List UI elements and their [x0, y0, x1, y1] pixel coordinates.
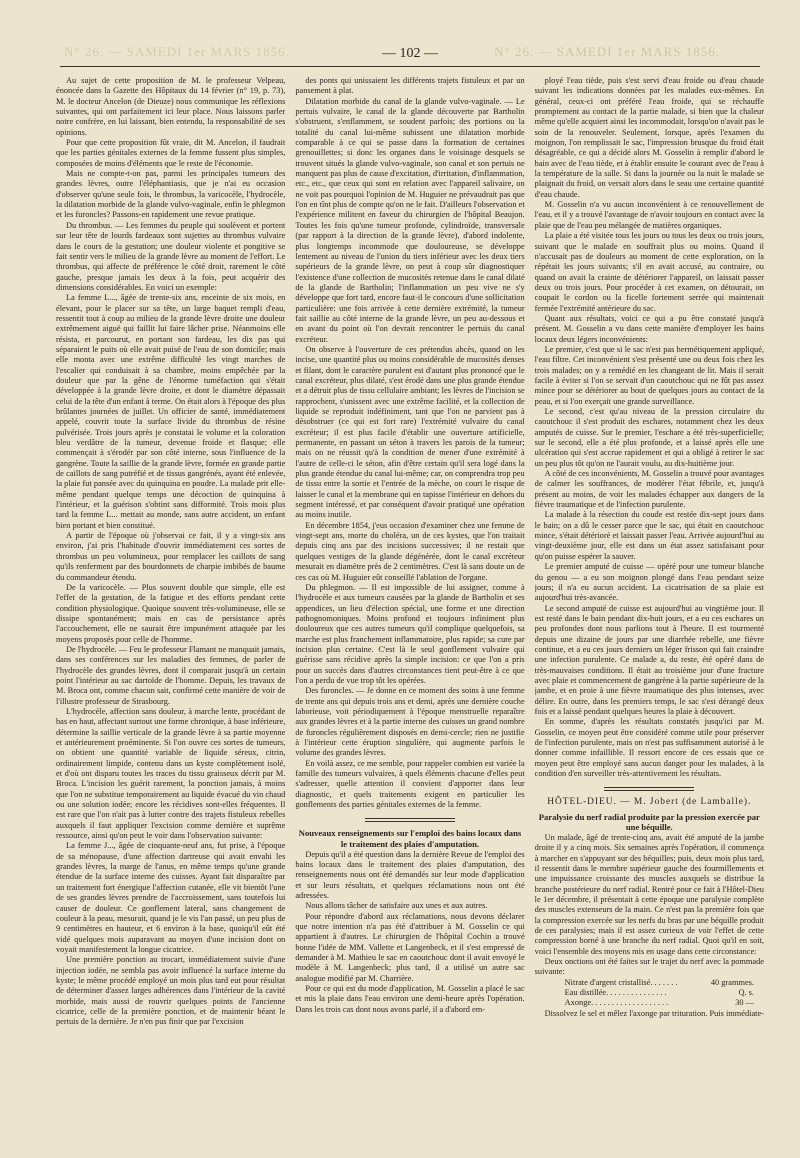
paragraph: Pour que cette proposition fût vraie, dit M. Ancelon, il faudrait que les parties génitales externes de la femme fussent plus simples, composées de moins d'éléments que le reste de l'économie. [56, 138, 286, 168]
paragraph: Du thrombus. — Les femmes du peuple qui soulèvent et portent sur leur tête de lourds fardeaux sont sujettes au thrombus vulvaire dans le cours de la gestation; une douleur violente et pongitive se fait sentir vers le milieu de la grande lèvre au moment de l'effort. Le thrombus, qui affecte de préférence le côté droit, rarement le côté gauche, presque jamais les deux à la fois, peut acquérir des dimensions considérables. En voici un exemple: [56, 220, 286, 292]
columns [56, 76, 764, 1144]
recipe-row [535, 988, 764, 998]
column-2 [295, 76, 524, 1144]
paragraph: A partir de l'époque où j'observai ce fait, il y a vingt-six ans environ, j'ai pris l'habitude d'ouvrir immédiatement ces sortes de thrombus un peu volumineux, pour remplacer les caillots de sang qu'ils renferment par des bourdonnets de charpie imbibés de baume du commandeur étendu. [56, 531, 286, 582]
paragraph: Pour répondre d'abord aux réclamations, nous devons déclarer que notre intention n'a pas été d'attribuer à M. Gosselin ce qui appartient à d'autres. Le chirurgien de l'hôpital Cochin a trouvé bonne l'idée de MM. Vallette et Langenbeck, et il s'est empressé de demander à M. Mathieu le sac en caoutchouc dont il avait envoyé le modèle à M. Langenbeck; plus tard, il a utilisé un autre sac analogue modifié par M. Charrière. [295, 911, 525, 983]
column-3-article [535, 76, 764, 779]
closing-paragraph: Dissolvez le sel et mêlez l'axonge par trituration. Puis immédiate- [544, 1008, 764, 1018]
paragraph: De l'hydrocèle. — Feu le professeur Flamant ne manquait jamais, dans ses conférences sur les maladies des femmes, de parler de l'hydrocèle des grandes lèvres, dont il comparait jusqu'à un certain point l'intérieur au sac dartoïde de l'homme. Depuis, les travaux de M. Broca ont, comme chacun sait, confirmé cette manière de voir de l'illustre professeur de Strasbourg. [56, 644, 286, 706]
paragraph: ployé l'eau tiède, puis s'est servi d'eau froide ou d'eau chaude suivant les indications données par les malades eux-mêmes. En général, ceux-ci ont préféré l'eau froide, qui se réchauffe promptement au contact de la partie malade, si bien que la chaleur même qu'elle acquiert ainsi les incommodait, lorsqu'on n'avait pas le soin de la renouveler. Seulement, lorsque, après l'examen du moignon, l'on remplissait le sac, l'impression brusque du froid était désagréable, ce qui a décidé alors M. Gosselin à remplir d'abord le bain avec de l'eau tiède, et à établir ensuite le courant avec de l'eau à la température de la salle. Si dans la journée ou la nuit le malade se plaignait du froid, on versait alors dans le seau une certaine quantité d'eau chaude. [534, 76, 764, 199]
column-2-article [295, 76, 524, 810]
recipe-quantity: Q. s. [738, 988, 754, 998]
recipe-row [535, 978, 764, 988]
column-2-section-body [295, 850, 524, 1016]
recipe-ingredient: Eau distillée. . . . . . . . . . . . . . . [564, 988, 667, 998]
paragraph: Des furoncles. — Je donne en ce moment des soins à une femme de trente ans qui depuis trois ans et demi, après une dernière couche laborieuse, voit périodiquement à l'époque menstruelle reparaître aux grandes lèvres et à la partie interne des cuisses un grand nombre de furoncles régulièrement disposés en demi-cercle; rien ne justifie à l'intérieur cette éruption singulière, qui augmente parfois le volume des grandes lèvres. [295, 686, 525, 758]
paragraph: En voilà assez, ce me semble, pour rappeler combien est variée la famille des tumeurs vulvaires, à quels éléments chacune d'elles peut s'adresser, quelle attention il convient d'apporter dans leur diagnostic, et quels traitements exigent en particulier les gonflements des parties génitales externes de la femme. [295, 758, 525, 810]
paragraph: Le second, c'est qu'au niveau de la pression circulaire du caoutchouc il s'est produit des eschares, notamment chez les deux amputés de cuisse. Sur le premier, l'eschare a été très-superficielle; sur le second, elle a été plus profonde, et a laissé après elle une ulcération qui s'est accrue rapidement et qui a obligé à retirer le sac un peu plus tôt qu'on ne l'aurait voulu, au dix-huitième jour. [534, 407, 764, 468]
paragraph: Un malade, âgé de trente-cinq ans, avait été amputé de la jambe droite il y a cinq mois. Six semaines après l'opération, il commença à marcher en s'appuyant sur des béquilles; puis, deux mois plus tard, il ressentit dans le membre supérieur gauche des fourmillements et une impuissance croissante des muscles auxquels se distribue la branche postérieure du nerf radial. Rentré pour ce fait à l'Hôtel-Dieu le 1er décembre, il présentait à cette époque une paralysie complète des muscles extenseurs de la main. Ce n'est pas la première fois que la compression exercée sur les nerfs du bras par une béquille produit de ces paralysies; mais il est assez curieux de voir l'effet de cette compression borné à une branche du nerf radial. Quoi qu'il en soit, voici l'ensemble des moyens mis en usage dans cette circonstance: [534, 832, 764, 956]
paragraph: Du phlegmon. — Il est impossible de lui assigner, comme à l'hydrocèle et aux tumeurs causées par la glande de Bartholin et ses appendices, un lieu d'élection spécial, une forme et une direction pathognomoniques. Moins profond et toujours infiniment plus douloureux que ces autres tumeurs qu'il complique quelquefois, sa marche est plus franchement inflammatoire, plus rapide; sa cure par incision plus certaine. C'est là le seul gonflement vulvaire qui guérisse sans récidive après la simple incision: ce que l'on a pris pour un succès dans d'autres circonstances tient peut-être à ce que l'on a perdu de vue trop tôt les opérées. [295, 582, 525, 685]
paragraph: Une première ponction au trocart, immédiatement suivie d'une injection iodée, ne sembla pas avoir influencé la surface interne du kyste; le même procédé employé un mois plus tard eut pour résultat de déterminer d'assez larges adhérences dans l'intérieur de la cavité morbide, mais aussi de rouvrir quelques points de l'ancienne cicatrice, celle de la première ponction, et de maintenir béant le pertuis de la dernière. Je n'en pus finir que par l'excision [56, 955, 286, 1027]
paragraph: La malade à la résection du coude est restée dix-sept jours dans le bain; on a dû le cesser parce que le sac, qui était en caoutchouc mince, s'était détérioré et laissait passer l'eau. Arrivée aujourd'hui au vingt-deuxième jour, elle est dans un état assez satisfaisant pour qu'on puisse espérer la sauver. [534, 510, 764, 561]
paragraph: Nous allons tâcher de satisfaire aux unes et aux autres. [305, 901, 488, 911]
paragraph: M. Gosselin n'a vu aucun inconvénient à ce renouvellement de l'eau, et il y a trouvé l'avantage de n'avoir toujours en contact avec la plaie que de l'eau peu mélangée de matières organiques. [534, 200, 764, 230]
paragraph: Quant aux résultats, voici ce qui a pu être constaté jusqu'à présent. M. Gosselin a vu dans cette manière d'employer les bains locaux deux légers inconvénients: [534, 313, 764, 344]
recipe-list [535, 978, 764, 1009]
recipe-quantity: 40 grammes. [710, 977, 754, 987]
case-subtitle: Paralysie du nerf radial produite par la pression exercée par une béquille. [538, 811, 760, 833]
recipe-ingredient: Nitrate d'argent cristallisé. . . . . . . [564, 977, 678, 987]
paragraph: Le second amputé de cuisse est aujourd'hui au vingtième jour. Il est resté dans le bain pendant dix-huit jours, et a eu ces eschares un peu profondes dont nous parlions tout à l'heure. Il est tourmenté depuis une dizaine de jours par une diarrhée rebelle, une fièvre continue, et a eu ces jours derniers un léger frisson qui fait craindre une infection purulente. Ce malade a, du reste, été opéré dans de très-mauvaises conditions. Il était au troisième jour d'une fracture avec plaie et commencement de gangrène à la partie supérieure de la jambe, et en proie à une fièvre traumatique des plus intenses, avec délire. En outre, dans les premiers temps, le sac s'est dérangé deux fois et a laissé pendant quelques heures la plaie à découvert. [534, 603, 764, 716]
hospital-heading: HÔTEL-DIEU. — M. Jobert (de Lamballe). [547, 797, 752, 808]
paragraph: En somme, d'après les résultats constatés jusqu'ici par M. Gosselin, ce moyen peut être considéré comme utile pour préserver de l'infection purulente, mais on n'est pas suffisamment autorisé à le donner comme infaillible. Il ressort encore de ces essais que ce moyen peut être employé sans aucun danger pour les malades, à la condition d'en surveiller très-attentivement les résultats. [534, 717, 764, 779]
paragraph: La plaie a été visitée tous les jours ou tous les deux ou trois jours, suivant que le malade en souffrait plus ou moins. Quand il n'accusait pas de douleurs au moment de cette exploration, on la répétait les jours suivants; s'il en avait accusé, au contraire, ou quand on avait la crainte de détériorer l'appareil, on laissait passer deux ou trois jours. Pour procéder à cet examen, on détourait, on coupait le cordon ou la ficelle fortement serrée qui maintenait fermée l'extrémité antérieure du sac. [534, 231, 764, 313]
paragraph: Le premier amputé de cuisse — opéré pour une tumeur blanche du genou — a eu son moignon plongé dans l'eau pendant seize jours; il n'a eu aucun accident. La cicatrisation de sa plaie est aujourd'hui très-avancée. [534, 562, 764, 603]
paragraph: des ponts qui unissaient les différents trajets fistuleux et par un pansement à plat. [295, 76, 525, 96]
show-through-text-left: N° 26. — SAMEDI 1er MARS 1856. [64, 44, 290, 59]
paragraph: De la varicocèle. — Plus souvent double que simple, elle est l'effet de la gestation, de la fatigue et des efforts pendant cette condition physiologique. Quoique souvent très-volumineuse, elle se dissipe spontanément; mais en cas de persistance après l'accouchement, elle ne saurait être impunément attaquée par les moyens proposés pour celle de l'homme. [56, 582, 286, 644]
paragraph: En décembre 1854, j'eus occasion d'examiner chez une femme de vingt-sept ans, morte du choléra, un de ces kystes, que l'on traitait depuis cinq ans par des incisions successives; il ne restait que quelques vestiges de la glande dégénérée, dont le canal excréteur mesurait en diamètre près de 2 centimètres. C'est là sans doute un de ces cas où M. Huguier eût conseillé l'ablation de l'organe. [295, 520, 525, 582]
paragraph: L'hydrocèle, affection sans douleur, à marche lente, procédant de bas en haut, affectant surtout une forme chronique, à base inférieure, détermine la saillie verticale de la grande lèvre à sa partie moyenne et antérieurement proéminente. Si l'on ouvre ces sortes de tumeurs, on obtient une quantité variable de liquide séreux, citrin, ordinairement limpide, contenu dans un kyste complètement isolé, et d'où ont disparu toutes les traces du tissu graisseux décrit par M. Broca. L'incision les guérit rarement, la ponction jamais, à moins que l'on ne substitue temporairement au liquide évacué du vin chaud ou une solution iodée; encore les récidives sont-elles fréquentes. Il est rare que l'on n'ait pas à lutter contre des trajets fistuleux rebelles auxquels il faut appliquer l'excision comme dernière et suprême ressource, ainsi qu'on peut le voir dans l'observation suivante: [56, 706, 286, 841]
page-header [60, 42, 760, 67]
show-through-text-right: N° 26. — SAMEDI 1er MARS 1856. [494, 44, 720, 59]
recipe-quantity: 30 — [735, 998, 754, 1008]
section-title: Nouveaux renseignements sur l'emploi des bains locaux dans le traitement des plaies d'amputation. [298, 828, 522, 849]
paragraph: On observe à l'ouverture de ces prétendus abcès, quand on les incise, une quantité plus ou moins considérable de mucosités denses et filant, dont le caractère purulent est d'autant plus prononcé que le canal excréteur, plus dilaté, s'est érodé dans une plus grande étendue et a détruit plus de tissu cellulaire ambiant; les lèvres de l'incision se rapprochent, s'unissent avec une extrême facilité, et la collection de liquide se reproduit indéfiniment, tant que l'on ne parvient pas à désobstruer (ce qui est fort rare) l'extrémité vulvaire du canal excréteur; il est plus facile d'établir une ouverture artificielle, permanente, en passant un séton à travers les parois de la tumeur; mais on ne réussit qu'à la condition de mener d'une extrémité à l'autre de celle-ci le séton, afin d'être certain qu'il sera logé dans la plus grande étendue du canal lui-même; car, on comprendra trop peu de tissu entre la sortie et l'entrée de la mèche, on court le risque de laisser le canal et la membrane qui en tapisse l'intérieur en dehors du segment intéressé, et par conséquent d'avoir pratiqué une opération au moins inutile. [295, 344, 525, 520]
paragraph: La femme J..., âgée de cinquante-neuf ans, fut prise, à l'époque de sa ménopause, d'une affection dartreuse qui avait envahi les grandes lèvres, la marge de l'anus, en même temps qu'une grande étendue de la surface interne des cuisses. Ayant fait disparaître par un traitement fort énergique l'affection cutanée, elle vit bientôt l'une de ses grandes lèvres prendre de l'accroissement, sans toutefois lui causer de douleur. Ce gonflement lateral, sans changement de couleur à la peau, mesurait, quand je le vis l'an passé, un peu plus de 9 centimètres en hauteur, et 6 environ à la base, quoiqu'il eût été vidé quelques mois auparavant au moyen d'une incision dont on voyait manifestement la longue cicatrice. [56, 841, 286, 954]
paragraph: Depuis qu'il a été question dans la dernière Revue de l'emploi des bains locaux dans le traitement des plaies d'amputation, des renseignements nous ont été demandés sur leur mode d'application et sur leurs résultats, et quelques réclamations nous ont été adressées. [295, 849, 525, 900]
paragraph: Deux onctions ont été faites sur le trajet du nerf avec la pommade suivante: [534, 957, 764, 977]
case-body [535, 833, 764, 978]
paragraph: Dilatation morbide du canal de la glande vulvo-vaginale. — Le pertuis vulvaire, le canal de la glande découverte par Bartholin s'obstruent, s'enflamment, se soudent parfois; des portions ou la totalité du canal lui-même subissent une dilatation morbide comparable à ce qui se passe dans la formation de certaines grenouillettes; si donc les organes dans le voisinage desquels se trouvent situés la glande vulvo-vaginale, son canal et son pertuis ne manquent pas plus de cause d'excitation, d'irritation, d'inflammation, etc., etc., que ceux qui sont en relation avec l'appareil salivaire, on ne voit pas pourquoi l'opinion de M. Huguier ne prévaudrait pas que l'on en tînt plus de compte qu'on ne le fait. D'ailleurs l'observation et l'expérience militent en faveur du chirurgien de l'hôpital Beaujon. Toutes les fois qu'une tumeur profonde, cylindroïde, transversale (par rapport à la direction de la grande lèvre), d'abord indolente, plus longtemps incommode que douloureuse, se développe lentement au niveau de l'union du tiers inférieur avec les deux tiers supérieurs de la grande lèvre, on peut à coup sûr diagnostiquer l'existence d'une collection de mucosités retenue dans le canal dilaté de la glande de Bartholin; l'inflammation un peu vive ne s'y développe que fort tard, encore faut-il le concours d'une sollicitation particulière: une fois arrivée à cette dernière extrémité, la tumeur fait saillie au côté interne de la grande lèvre, un peu au-dessous et en avant du point où l'on devrait rencontrer le pertuis du canal excréteur. [295, 96, 525, 344]
column-1 [56, 76, 285, 1144]
column-3 [535, 76, 764, 1144]
paragraph: Le premier, c'est que si le sac n'est pas hermétiquement appliqué, l'eau filtre. Cet inconvénient s'est présenté une ou deux fois chez les trois malades; on y a remédié en les changeant de lit. Mais il serait facile à éviter si l'on se servait d'un caoutchouc qui ne fût pas assez mince pour se détériorer au bout de quelques jours au contact de la peau, et si l'on exerçait une grande surveillance. [534, 344, 764, 406]
page-number: — 102 — [382, 46, 438, 61]
paragraph: La femme L..., âgée de trente-six ans, enceinte de six mois, en élevant, pour le placer sur sa tête, un large baquet rempli d'eau, ressentit tout à coup au milieu de la grande lèvre droite une douleur extrêmement aiguë qui faillit lui faire lâcher prise. Néanmoins elle résista, et parcourut, en portant son fardeau, les dix pas qui séparaient le puits où elle avait puisé de l'eau de son domicile; mais elle monta avec une extrême difficulté les vingt marches de l'escalier qui conduisait à sa chambre, moins empêchée par la douleur que par la gêne de l'énorme tuméfaction qui s'était développée à la grande lèvre droite, et dont le diamètre dépassait celui de la tête d'un enfant à terme. On était alors à l'époque des plus brûlantes journées de juillet. Un officier de santé, immédiatement appelé, couvrit toute la surface livide du thrombus de résine pulvérisée. Trois jours après je constatai le volume et la coloration bleu verdâtre de la tumeur, devenue froide et flasque; elle commençait à s'érodér par son côté interne, sous l'influence de la gangrène. Toute la saillie de la grande lèvre, formée en grande partie de caillots de sang putréfié et de tissus gangrénés, ayant été enlevée, la plaie fut pansée avec du quinquina en poudre. La malade prit elle-même pendant quelque temps une décoction de quinquina à l'intérieur, et la guérison s'obtint sans difformité. Trois mois plus tard la femme L... mettait au monde, sans autre accident, un enfant bien portant et bien constitué. [56, 293, 286, 530]
recipe-ingredient: Axonge. . . . . . . . . . . . . . . . . . . [564, 998, 669, 1008]
section-divider [365, 818, 455, 822]
recipe-row [535, 998, 764, 1008]
paragraph: Au sujet de cette proposition de M. le professeur Velpeau, énoncée dans la Gazette des Hôpitaux du 14 février (n° 19, p. 73), M. le docteur Ancelon (de Dieuze) nous communique les réflexions suivantes, qui ont parfaitement ici leur place. Nous laissons parler notre confrère, en lui laissant, bien entendu, la responsabilité de ses opinions. [56, 76, 286, 137]
paragraph: A côté de ces inconvénients, M. Gosselin a trouvé pour avantages de calmer les souffrances, de modérer l'état fébrile, et, jusqu'à présent au moins, de voir les malades échapper aux dangers de la fièvre traumatique et de l'infection purulente. [534, 469, 764, 510]
section-divider [604, 787, 694, 791]
paragraph: Mais ne compte-t-on pas, parmi les principales tumeurs des grandes lèvres, outre l'éléphantiasis, que je n'ai eu occasion d'observer qu'une seule fois, le thrombus, la varicocèle, l'hydrocèle, la dilatation morbide de la glande vulvo-vaginale, enfin le phlegmon et les furoncles? Passons-en rapidement une revue pratique. [56, 169, 286, 220]
paragraph: Pour ce qui est du mode d'application, M. Gosselin a placé le sac et mis la plaie dans l'eau environ une demi-heure après l'opération. Dans les trois cas dont nous avons parlé, il a d'abord em- [295, 984, 525, 1014]
